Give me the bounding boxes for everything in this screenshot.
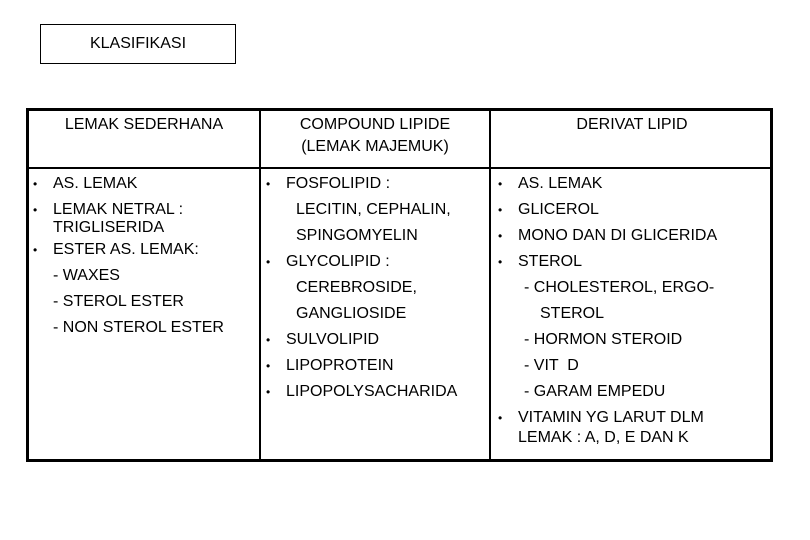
list-subitem: - CHOLESTEROL, ERGO- bbox=[524, 279, 715, 296]
column-derivat-lipid bbox=[498, 171, 717, 448]
column-compound-lipide bbox=[266, 171, 457, 405]
list-item-continuation: GANGLIOSIDE bbox=[296, 305, 407, 322]
bullet-icon: • bbox=[266, 359, 271, 373]
bullet-icon: • bbox=[498, 229, 503, 243]
list-item: • SULVOLIPID bbox=[266, 327, 457, 353]
bullet-icon: • bbox=[266, 177, 271, 191]
list-subitem: - WAXES bbox=[53, 267, 120, 284]
list-subitem: - GARAM EMPEDU bbox=[524, 383, 666, 400]
header-label: (LEMAK MAJEMUK) bbox=[301, 138, 449, 155]
list-subitem: - VIT D bbox=[524, 357, 579, 374]
list-item: • LIPOPOLYSACHARIDA bbox=[266, 379, 457, 405]
list-item: • ESTER AS. LEMAK: bbox=[33, 237, 224, 263]
bullet-icon: • bbox=[266, 255, 271, 269]
header-label: COMPOUND LIPIDE bbox=[299, 116, 451, 133]
list-subitem: - NON STEROL ESTER bbox=[53, 319, 224, 336]
list-item: • STEROL bbox=[498, 249, 717, 275]
column-lemak-sederhana bbox=[33, 171, 224, 341]
list-item: • MONO DAN DI GLICERIDA bbox=[498, 223, 717, 249]
list-item-continuation: SPINGOMYELIN bbox=[296, 227, 418, 244]
header-lemak-sederhana bbox=[29, 111, 259, 167]
list-subitem-continuation: STEROL bbox=[540, 305, 605, 322]
bullet-icon: • bbox=[498, 411, 503, 425]
list-item: • GLYCOLIPID : bbox=[266, 249, 457, 275]
list-item: • VITAMIN YG LARUT DLM bbox=[498, 405, 717, 431]
list-item: • LIPOPROTEIN bbox=[266, 353, 457, 379]
bullet-icon: • bbox=[33, 203, 38, 217]
header-label: LEMAK SEDERHANA bbox=[64, 116, 224, 133]
list-item-continuation: CEREBROSIDE, bbox=[296, 279, 417, 296]
list-item-continuation: TRIGLISERIDA bbox=[53, 219, 165, 236]
bullet-icon: • bbox=[266, 385, 271, 399]
bullet-icon: • bbox=[498, 177, 503, 191]
bullet-icon: • bbox=[33, 177, 38, 191]
list-item: • LEMAK NETRAL : bbox=[33, 197, 224, 223]
list-item: • FOSFOLIPID : bbox=[266, 171, 457, 197]
header-derivat-lipid bbox=[491, 111, 773, 167]
list-subitem: - STEROL ESTER bbox=[53, 293, 184, 310]
header-compound-lipide bbox=[261, 111, 489, 167]
list-item: • AS. LEMAK bbox=[33, 171, 224, 197]
bullet-icon: • bbox=[266, 333, 271, 347]
classification-table bbox=[26, 108, 773, 462]
list-item: • GLICEROL bbox=[498, 197, 717, 223]
bullet-icon: • bbox=[498, 203, 503, 217]
list-item-continuation: LECITIN, CEPHALIN, bbox=[296, 201, 451, 218]
title-box bbox=[40, 24, 236, 64]
list-subitem: - HORMON STEROID bbox=[524, 331, 683, 348]
list-item: • AS. LEMAK bbox=[498, 171, 717, 197]
header-divider bbox=[29, 167, 770, 169]
list-item-continuation: LEMAK : A, D, E DAN K bbox=[518, 429, 689, 446]
bullet-icon: • bbox=[498, 255, 503, 269]
page-title: KLASIFIKASI bbox=[89, 35, 187, 52]
bullet-icon: • bbox=[33, 243, 38, 257]
header-label: DERIVAT LIPID bbox=[576, 116, 688, 133]
